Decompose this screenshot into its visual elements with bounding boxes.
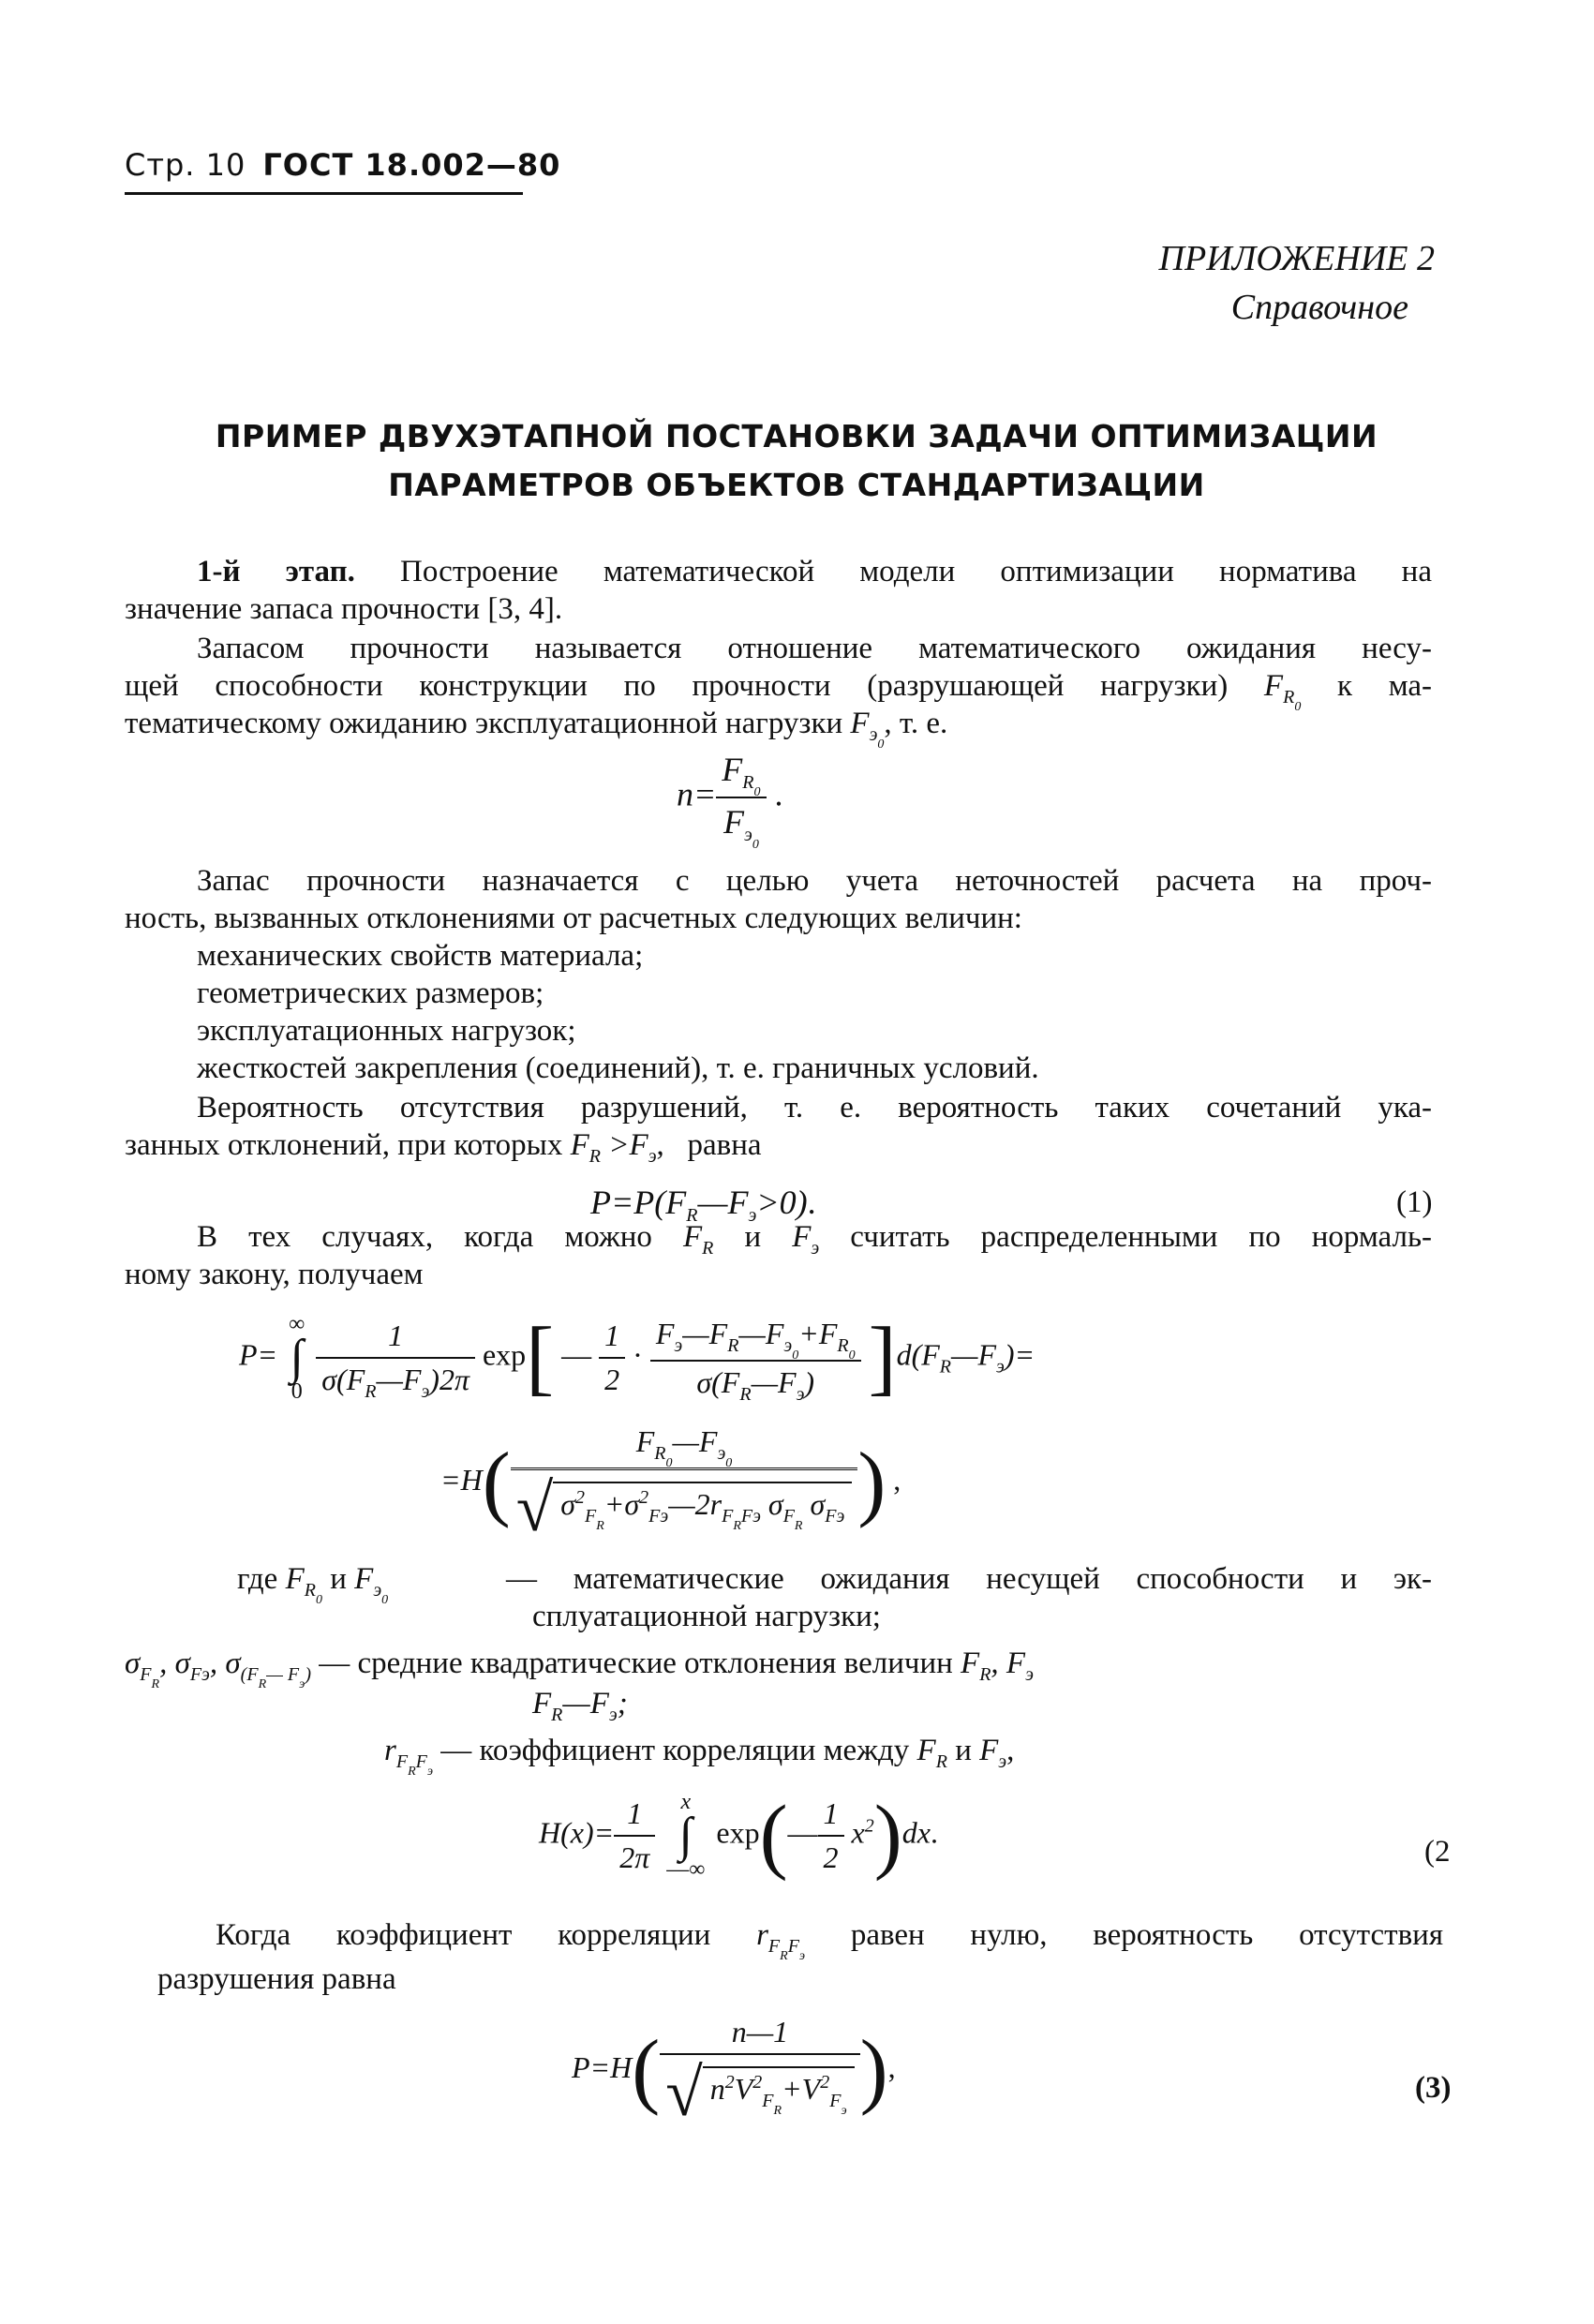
def-1-line-1: — математические ожидания несущей способности и эк-	[506, 1562, 1432, 1596]
p4-line-2-a: занных отклонений, при которых	[125, 1128, 571, 1162]
appendix-block	[1159, 234, 1435, 332]
list-item: механических свойств материала;	[197, 939, 644, 973]
def-3: $r_{F_RF_э}$ — коэффициент корреляции между $F_R$ и $F_э$,	[384, 1734, 1015, 1779]
def-1-line-2: сплуатационной нагрузки;	[532, 1600, 881, 1633]
appendix-subtitle: Справочное	[1230, 288, 1408, 327]
heading-line-2: ПАРАМЕТРОВ ОБЪЕКТОВ СТАНДАРТИЗАЦИИ	[388, 467, 1205, 503]
def-2-text: — средние квадратические отклонения величин	[319, 1646, 953, 1680]
equation-2: H(x)= $\frac{1}{2\pi}$ x ∫ —∞ exp(— $\frac{1}{2}$ $x^2)dx$.	[539, 1789, 938, 1882]
def-where: где $F_{R_0}$ и $F_{э_0}$	[237, 1562, 389, 1607]
p2-line-3: тематическому ожиданию эксплуатационной нагрузки $F_{э_0}$, т. е.	[125, 707, 948, 752]
p6-line-1: Когда коэффициент корреляции $r_{F_RF_э}$ равен нулю, вероятность отсутствия	[216, 1918, 1443, 1963]
p6-line-1-a: Когда коэффициент корреляции	[216, 1918, 757, 1952]
p4-line-2-b: равна	[687, 1128, 762, 1162]
p2-line-2: щей способности конструкции по прочности (разрушающей нагрузки) $F_{R_0}$ к ма-	[125, 669, 1433, 714]
list-item: эксплуатационных нагрузок;	[197, 1014, 576, 1048]
and-word: и	[330, 1562, 347, 1596]
p1-line-2: значение запаса прочности [3, 4].	[125, 592, 563, 626]
p2-line-2-b: к ма-	[1301, 669, 1433, 703]
def-3-and: и	[955, 1734, 972, 1767]
equation-3: P=H( $\frac{n—1}{√ n^2V^2_{F_R}+V^2_{F_э}}$ ),	[572, 2015, 896, 2130]
p6-line-1-b: равен нулю, вероятность отсутствия	[805, 1918, 1443, 1952]
p4-line-2: занных отклонений, при которых $F_R >F_э$, равна	[125, 1128, 762, 1167]
equation-3-number: (3)	[1415, 2071, 1452, 2105]
heading-line-1: ПРИМЕР ДВУХЭТАПНОЙ ПОСТАНОВКИ ЗАДАЧИ ОПТИМИЗАЦИИ	[215, 418, 1378, 454]
p2-line-3-b: , т. е.	[884, 707, 948, 740]
equation-1: $P=P(F_R—F_э>0)$.	[590, 1184, 816, 1226]
where-word: где	[237, 1562, 278, 1596]
p2-line-3-a: тематическому ожиданию эксплуатационной нагрузки	[125, 707, 851, 740]
list-item: геометрических размеров;	[197, 976, 544, 1010]
p5-line-1-b: и	[713, 1220, 793, 1254]
formula-n: n= $\frac{F_{R_0}}{F_{э_0}}$ .	[677, 751, 783, 852]
equation-integral: P= ∞ ∫ 0 $\frac{1}{\sigma(F_R—F_э)2\pi}$ exp[ — $\frac{1}{2}$ · $\frac{F_э—F_R—F_{э_0}+F_{R_0}}{\sigma(F_R—F_э)}$ ]$d(F_R—F_э)=$	[239, 1311, 1035, 1405]
header-rule	[125, 192, 523, 195]
def-2: $\sigma_{F_R}$, $\sigma_{Fэ}$, $\sigma_{(F_R— F_э)}$ — средние квадратические отклонения величин $F_R$, $F_э$	[125, 1646, 1034, 1691]
p2-line-2-a: щей способности конструкции по прочности (разрушающей нагрузки)	[125, 669, 1264, 703]
p2-line-1: Запасом прочности называется отношение математического ожидания несу-	[197, 632, 1432, 665]
def-3-text: — коэффициент корреляции между	[440, 1734, 910, 1767]
p6-line-2: разрушения равна	[157, 1962, 396, 1996]
standard-code: ГОСТ 18.002—80	[262, 147, 561, 183]
equation-H: =H( $\frac{F_{R_0}—F_{э_0}}{√ \sigma^2_{F_R}+\sigma^2_{Fэ}—2r_{F_RFэ} \sigma_{F_R} \sigma_{Fэ}}$ ) ,	[440, 1424, 901, 1545]
document-heading	[141, 412, 1452, 510]
p3-line-1: Запас прочности назначается с целью учета неточностей расчета на проч-	[197, 864, 1432, 898]
appendix-title: ПРИЛОЖЕНИЕ 2	[1158, 239, 1435, 278]
list-item: жесткостей закрепления (соединений), т. е. граничных условий.	[197, 1051, 1039, 1085]
equation-2-number: (2	[1424, 1835, 1451, 1869]
p3-line-2: ность, вызванных отклонениями от расчетных следующих величин:	[125, 901, 1022, 935]
stage-label: 1-й этап.	[197, 555, 355, 588]
def-2-line-2: $F_R—F_э$;	[532, 1687, 628, 1725]
p1-line-1	[197, 553, 1432, 590]
p5-line-1-c: считать распределенными по нормаль-	[819, 1220, 1432, 1254]
equation-1-number: (1)	[1396, 1185, 1433, 1219]
p5-line-1: В тех случаях, когда можно $F_R$ и $F_э$ считать распределенными по нормаль-	[197, 1220, 1432, 1259]
page-number: Стр. 10	[125, 147, 246, 183]
p5-line-1-a: В тех случаях, когда можно	[197, 1220, 683, 1254]
p4-line-1: Вероятность отсутствия разрушений, т. е. вероятность таких сочетаний ука-	[197, 1091, 1432, 1125]
p5-line-2: ному закону, получаем	[125, 1258, 424, 1291]
p1-text: Построение математической модели оптимизации норматива на	[354, 555, 1432, 588]
page-header	[125, 147, 560, 183]
